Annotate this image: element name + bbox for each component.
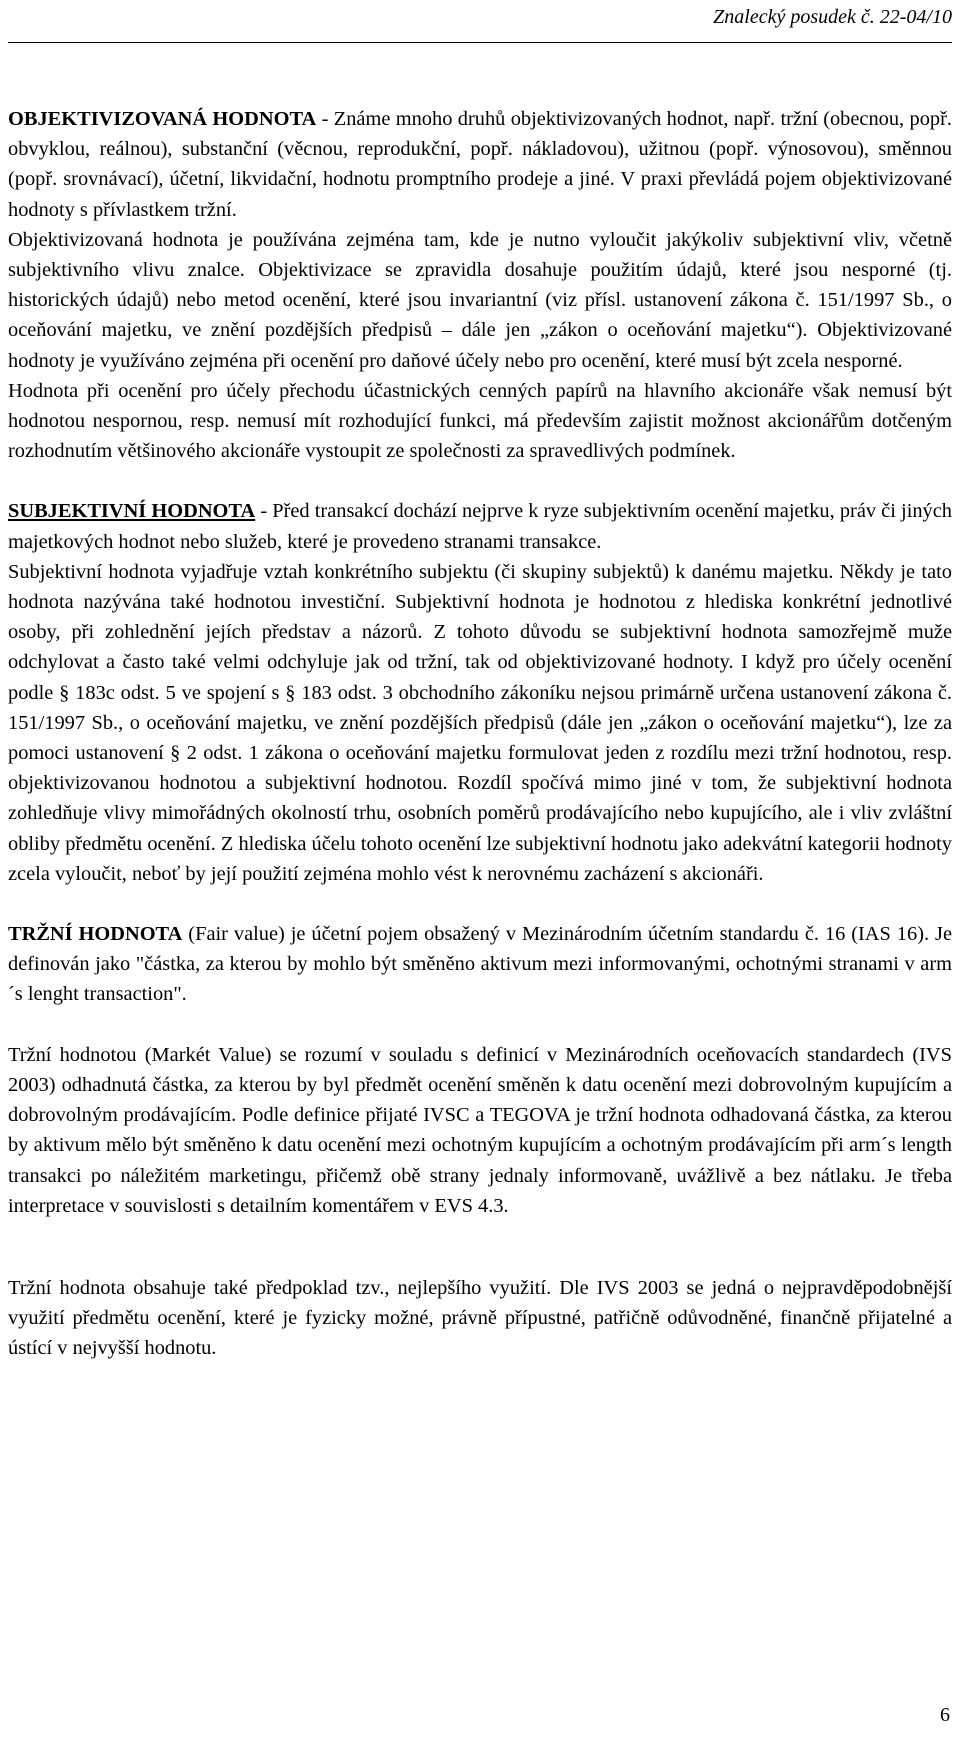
- objective-intro-text: - Známe mnoho druhů objektivizovaných hodnot, např. tržní (obecnou, popř. obvyklou, reálnou), substanční (věcnou, reprodukční, popř. nákladovou), užitnou (popř. výnosovou), směnnou (popř. srovnávací), účetní, likvidační, hodnotu promptního prodeje a jiné. V praxi převládá pojem objektivizované hodnoty s přívlastkem tržní.: [8, 108, 952, 221]
- subjective-intro-text: - Před transakcí dochází nejprve k ryze subjektivním ocenění majetku, práv či jiných majetkových hodnot nebo služeb, které je provedeno stranami transakce.: [8, 500, 952, 553]
- running-header: Znalecký posudek č. 22-04/10: [713, 6, 952, 28]
- header-divider: [8, 42, 952, 43]
- objective-paragraph-2: Objektivizovaná hodnota je používána zejména tam, kde je nutno vyloučit jakýkoliv subjektivní vliv, včetně subjektivního vlivu znalce. Objektivizace se zpravidla dosahuje použitím údajů, které jsou nesporné (tj. historických údajů) nebo metod ocenění, které jsou invariantní (viz přísl. ustanovení zákona č. 151/1997 Sb., o oceňování majetku, ve znění pozdějších předpisů – dále jen „zákon o oceňování majetku“). Objektivizované hodnoty je využíváno zejména při ocenění pro daňové účely nebo pro ocenění, které musí být zcela nesporné.: [8, 228, 952, 372]
- market-paragraph-2: Tržní hodnotou (Markét Value) se rozumí v souladu s definicí v Mezinárodních oceňovacích standardech (IVS 2003) odhadnutá částka, za kterou by byl předmět ocenění směněn k datu ocenění mezi dobrovolným kupujícím a dobrovolným prodávajícím. Podle definice přijaté IVSC a TEGOVA je tržní hodnota odhadovaná částka, za kterou by aktivum mělo být směněno k datu ocenění mezi ochotným kupujícím a ochotným prodávajícím při arm´s length transakci po náležitém marketingu, přičemž obě strany jednaly informovaně, uvážlivě a bez nátlaku. Je třeba interpretace v souvislosti s detailním komentářem v EVS 4.3.: [8, 1043, 952, 1217]
- page-number: 6: [940, 1704, 950, 1726]
- document-body: [8, 104, 952, 1364]
- market-intro-paragraph: [8, 919, 952, 1010]
- objective-intro-paragraph: [8, 104, 952, 225]
- objective-paragraph-3: Hodnota při ocenění pro účely přechodu účastnických cenných papírů na hlavního akcionáře však nemusí být hodnotou nespornou, resp. nemusí mít rozhodující funkci, má především zajistit možnost akcionářům dotčeným rozhodnutím většinového akcionáře vystoupit ze společnosti za spravedlivých podmínek.: [8, 379, 952, 463]
- subjective-heading: SUBJEKTIVNÍ HODNOTA: [8, 500, 256, 523]
- objective-heading: OBJEKTIVIZOVANÁ HODNOTA: [8, 108, 317, 130]
- market-paragraph-3: Tržní hodnota obsahuje také předpoklad tzv., nejlepšího využití. Dle IVS 2003 se jedná o nejpravděpodobnější využití předmětu ocenění, které je fyzicky možné, právně přípustné, patřičně odůvodněné, finančně přijatelné a ústící v nejvyšší hodnotu.: [8, 1276, 952, 1360]
- market-heading: TRŽNÍ HODNOTA: [8, 923, 183, 946]
- market-intro-text: (Fair value) je účetní pojem obsažený v Mezinárodním účetním standardu č. 16 (IAS 16). Je definován jako "částka, za kterou by mohlo být směněno aktivum mezi informovanými, ochotnými stranami v arm´s lenght transaction".: [8, 923, 953, 1006]
- subjective-intro-paragraph: [8, 496, 952, 556]
- subjective-paragraph-2: Subjektivní hodnota vyjadřuje vztah konkrétního subjektu (či skupiny subjektů) k danému majetku. Někdy je tato hodnota nazývána také hodnotou investiční. Subjektivní hodnota je hodnotou z hlediska konkrétní jednotlivé osoby, při zohlednění jejích představ a názorů. Z tohoto důvodu se subjektivní hodnota samozřejmě muže odchylovat a často také velmi odchyluje jak od tržní, tak od objektivizované hodnoty. I když pro účely ocenění podle § 183c odst. 5 ve spojení s § 183 odst. 3 obchodního zákoníku nejsou primárně určena ustanovení zákona č. 151/1997 Sb., o oceňování majetku, ve znění pozdějších předpisů (dále jen „zákon o oceňování majetku“), lze za pomoci ustanovení § 2 odst. 1 zákona o oceňování majetku formulovat jeden z rozdílu mezi tržní hodnotou, resp. objektivizovanou hodnotou a subjektivní hodnotou. Rozdíl spočívá mimo jiné v tom, že subjektivní hodnota zohledňuje vlivy mimořádných okolností trhu, osobních poměrů prodávajícího nebo kupujícího, ale i vliv zvláštní obliby předmětu ocenění. Z hlediska účelu tohoto ocenění lze subjektivní hodnotu jako adekvátní kategorii hodnoty zcela vyloučit, neboť by její použití zejména mohlo vést k nerovnému zacházení s akcionáři.: [8, 560, 952, 885]
